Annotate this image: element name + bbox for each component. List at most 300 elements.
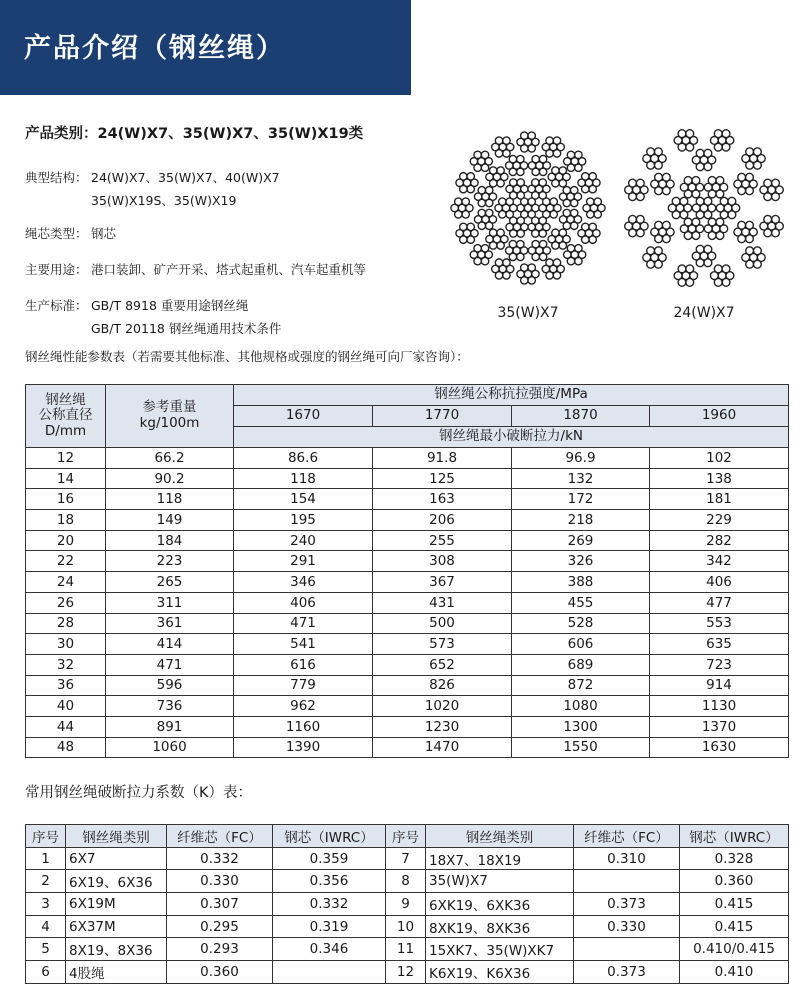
strand-wire (571, 222, 578, 229)
core-type-label: 绳芯类型： (25, 226, 88, 241)
strand-wire (655, 247, 663, 255)
index-cell: 2 (26, 870, 66, 893)
rope-type-cell: 6XK19、6XK36 (426, 893, 574, 916)
breaking-force-cell: 367 (373, 572, 512, 593)
strand-wire (692, 218, 700, 226)
iwrc-cell: 0.356 (273, 870, 386, 893)
strand-wire (582, 223, 589, 230)
strand-wire (486, 187, 493, 194)
strand-wire (559, 229, 566, 236)
breaking-force-cell: 86.6 (234, 448, 373, 469)
strand-wire (589, 185, 596, 192)
standard-value-2: GB/T 20118 钢丝绳通用技术条件 (91, 321, 282, 336)
table-row (26, 961, 789, 984)
strand-wire (589, 236, 596, 243)
strand-wire (746, 247, 754, 255)
strand-wire (772, 179, 780, 187)
strand-wire (754, 247, 762, 255)
strand-wire (552, 167, 559, 174)
strand-wire (662, 187, 670, 195)
title-banner (0, 0, 411, 95)
strand-wire (582, 173, 589, 180)
breaking-force-cell: 914 (650, 675, 789, 696)
k-table-header: 钢丝绳类别 (426, 825, 574, 848)
breaking-force-cell: 308 (373, 551, 512, 572)
iwrc-cell: 0.328 (680, 847, 789, 870)
strand-wire (563, 187, 570, 194)
strand-wire (532, 217, 539, 224)
strand-wire (455, 198, 462, 205)
diameter-cell: 36 (26, 675, 106, 696)
strand-wire (517, 230, 524, 237)
diameter-cell: 26 (26, 592, 106, 613)
strand-wire (629, 179, 637, 187)
strand-wire (528, 145, 535, 152)
rope-cross-section-35wx7-icon (444, 124, 612, 292)
strand-wire (716, 190, 724, 198)
table-row (26, 551, 789, 572)
breaking-force-cell: 195 (234, 510, 373, 531)
breaking-force-cell: 206 (373, 510, 512, 531)
iwrc-cell: 0.359 (273, 847, 386, 870)
standard-row (25, 296, 248, 314)
strand-wire (553, 272, 560, 279)
strand-wire (571, 199, 578, 206)
diagram-caption-35wx7: 35(W)X7 (497, 305, 559, 321)
grade-header: 1670 (234, 406, 373, 427)
breaking-force-cell: 406 (650, 572, 789, 593)
strand-wire (509, 155, 516, 162)
standard-label: 生产标准： (25, 298, 88, 313)
main-usage-label: 主要用途： (25, 262, 88, 277)
breaking-force-cell: 477 (650, 592, 789, 613)
strand-wire (680, 197, 688, 205)
strand-wire (550, 211, 557, 218)
weight-cell: 265 (106, 572, 234, 593)
weight-cell: 414 (106, 634, 234, 655)
weight-cell: 66.2 (106, 448, 234, 469)
k-table-header: 钢芯（IWRC） (273, 825, 386, 848)
fc-cell: 0.373 (574, 961, 680, 984)
strand-wire (510, 179, 517, 186)
strand-wire (714, 265, 722, 273)
table-row (26, 737, 789, 758)
breaking-force-cell: 346 (234, 572, 373, 593)
strand-wire (497, 180, 504, 187)
breaking-force-cell: 606 (512, 634, 650, 655)
strand-wire (704, 163, 712, 171)
index-cell: 10 (386, 915, 426, 938)
table-row (26, 572, 789, 593)
k-coefficient-table (25, 824, 789, 984)
table-row (26, 696, 789, 717)
strand-wire (462, 198, 469, 205)
weight-cell: 149 (106, 510, 234, 531)
strand-wire (559, 180, 566, 187)
k-table-header: 钢丝绳类别 (66, 825, 167, 848)
k-table-header: 纤维芯（FC） (574, 825, 680, 848)
strand-wire (467, 236, 474, 243)
breaking-force-cell: 172 (512, 489, 650, 510)
strand-wire (587, 198, 594, 205)
strand-wire (655, 260, 663, 268)
strand-wire (704, 245, 712, 253)
fc-cell: 0.295 (167, 915, 273, 938)
fc-cell (574, 938, 680, 961)
strand-wire (594, 211, 601, 218)
strand-wire (517, 192, 524, 199)
breaking-force-cell: 500 (373, 613, 512, 634)
iwrc-cell (273, 961, 386, 984)
diameter-cell: 44 (26, 716, 106, 737)
strand-wire (517, 155, 524, 162)
strand-wire (539, 240, 546, 247)
index-cell: 9 (386, 893, 426, 916)
table-row (26, 675, 789, 696)
strand-wire (772, 229, 780, 237)
strand-wire (460, 173, 467, 180)
strand-wire (672, 197, 680, 205)
strength-header: 钢丝绳公称抗拉强度/MPa (234, 385, 789, 406)
rope-type-cell: K6X19、K6X36 (426, 961, 574, 984)
strand-wire (481, 164, 488, 171)
breaking-force-cell: 1230 (373, 716, 512, 737)
strand-wire (686, 278, 694, 286)
strand-wire (655, 161, 663, 169)
strand-wire (575, 151, 582, 158)
strand-wire (686, 265, 694, 273)
fc-cell: 0.330 (167, 870, 273, 893)
strand-wire (708, 218, 716, 226)
strand-wire (716, 218, 724, 226)
breaking-force-cell: 255 (373, 530, 512, 551)
breaking-force-cell: 1300 (512, 716, 650, 737)
strand-wire (489, 229, 496, 236)
breaking-force-cell: 291 (234, 551, 373, 572)
breaking-force-cell: 181 (650, 489, 789, 510)
strand-wire (497, 167, 504, 174)
strand-wire (692, 232, 700, 240)
breaking-force-cell: 269 (512, 530, 650, 551)
rope-type-cell: 6X19M (66, 893, 167, 916)
strand-wire (497, 242, 504, 249)
rope-type-cell: 4股绳 (66, 961, 167, 984)
rope-type-cell: 15XK7、35(W)XK7 (426, 938, 574, 961)
strand-wire (499, 198, 506, 205)
strand-wire (692, 177, 700, 185)
table-row (26, 716, 789, 737)
strand-wire (532, 240, 539, 247)
strand-wire (517, 253, 524, 260)
index-cell: 4 (26, 915, 66, 938)
strand-wire (495, 259, 502, 266)
strand-wire (704, 197, 712, 205)
strand-wire (553, 259, 560, 266)
strand-wire (563, 209, 570, 216)
iwrc-cell: 0.410 (680, 961, 789, 984)
strand-wire (746, 221, 754, 229)
strand-wire (539, 192, 546, 199)
strand-wire (481, 151, 488, 158)
strand-wire (738, 173, 746, 181)
strand-wire (532, 155, 539, 162)
strand-wire (662, 235, 670, 243)
strand-wire (481, 257, 488, 264)
iwrc-cell: 0.319 (273, 915, 386, 938)
index-cell: 1 (26, 847, 66, 870)
strand-wire (552, 229, 559, 236)
table-row (26, 613, 789, 634)
strand-wire (716, 232, 724, 240)
table-row (26, 870, 789, 893)
strand-wire (714, 130, 722, 138)
strand-wire (647, 247, 655, 255)
table-row (26, 510, 789, 531)
core-type-row (25, 224, 116, 242)
index-cell: 7 (386, 847, 426, 870)
iwrc-cell: 0.415 (680, 915, 789, 938)
strand-wire (467, 173, 474, 180)
typical-structure-value-1: 24(W)X7、35(W)X7、40(W)X7 (91, 170, 280, 185)
diameter-cell: 32 (26, 654, 106, 675)
breaking-force-cell: 553 (650, 613, 789, 634)
core-type-value: 钢芯 (91, 226, 117, 241)
strand-wire (539, 179, 546, 186)
breaking-force-cell: 406 (234, 592, 373, 613)
breaking-force-cell: 1080 (512, 696, 650, 717)
strand-wire (546, 259, 553, 266)
strand-wire (553, 150, 560, 157)
strand-wire (636, 215, 644, 223)
weight-cell: 736 (106, 696, 234, 717)
strand-wire (746, 187, 754, 195)
table-row (26, 530, 789, 551)
strand-wire (503, 137, 510, 144)
fc-cell: 0.293 (167, 938, 273, 961)
table-row (26, 448, 789, 469)
strand-wire (684, 218, 692, 226)
diameter-cell: 24 (26, 572, 106, 593)
fc-cell: 0.307 (167, 893, 273, 916)
grade-header: 1770 (373, 406, 512, 427)
table-row (26, 654, 789, 675)
strand-wire (553, 137, 560, 144)
strand-wire (636, 229, 644, 237)
iwrc-cell: 0.360 (680, 870, 789, 893)
diameter-cell: 40 (26, 696, 106, 717)
weight-header: 参考重量 kg/100m (106, 385, 234, 448)
breaking-force-header: 钢丝绳最小破断拉力/kN (234, 427, 789, 448)
strand-wire (528, 277, 535, 284)
strand-wire (486, 222, 493, 229)
strand-wire (696, 245, 704, 253)
k-table-header: 序号 (26, 825, 66, 848)
strand-wire (546, 137, 553, 144)
strand-wire (684, 177, 692, 185)
page-title: 产品介绍（钢丝绳） (24, 33, 285, 64)
index-cell: 6 (26, 961, 66, 984)
breaking-force-cell: 282 (650, 530, 789, 551)
strand-wire (489, 167, 496, 174)
strand-wire (571, 187, 578, 194)
breaking-force-cell: 96.9 (512, 448, 650, 469)
index-cell: 5 (26, 938, 66, 961)
strand-wire (517, 217, 524, 224)
breaking-force-cell: 528 (512, 613, 650, 634)
strand-wire (746, 173, 754, 181)
breaking-force-cell: 962 (234, 696, 373, 717)
strand-wire (503, 272, 510, 279)
weight-cell: 891 (106, 716, 234, 737)
strand-wire (589, 173, 596, 180)
strand-wire (517, 179, 524, 186)
breaking-force-cell: 125 (373, 468, 512, 489)
strand-wire (462, 211, 469, 218)
weight-cell: 596 (106, 675, 234, 696)
fc-cell: 0.330 (574, 915, 680, 938)
breaking-force-cell: 1470 (373, 737, 512, 758)
strand-wire (517, 240, 524, 247)
strand-wire (636, 179, 644, 187)
strand-wire (655, 173, 663, 181)
breaking-force-cell: 342 (650, 551, 789, 572)
breaking-force-cell: 652 (373, 654, 512, 675)
strand-wire (655, 221, 663, 229)
index-cell: 3 (26, 893, 66, 916)
strand-wire (772, 215, 780, 223)
fc-cell: 0.373 (574, 893, 680, 916)
breaking-force-cell: 91.8 (373, 448, 512, 469)
strand-wire (722, 278, 730, 286)
diameter-cell: 16 (26, 489, 106, 510)
strand-wire (503, 259, 510, 266)
fc-cell: 0.360 (167, 961, 273, 984)
table-row (26, 592, 789, 613)
strand-wire (539, 168, 546, 175)
strand-wire (678, 130, 686, 138)
strand-wire (474, 151, 481, 158)
typical-structure-row (25, 168, 280, 186)
typical-structure-label: 典型结构： (25, 170, 88, 185)
k-table-header: 纤维芯（FC） (167, 825, 273, 848)
strand-wire (738, 221, 746, 229)
weight-cell: 90.2 (106, 468, 234, 489)
strand-wire (754, 260, 762, 268)
breaking-force-cell: 138 (650, 468, 789, 489)
breaking-force-cell: 1020 (373, 696, 512, 717)
breaking-force-cell: 240 (234, 530, 373, 551)
table-row (26, 893, 789, 916)
strand-wire (478, 187, 485, 194)
rope-type-cell: 8X19、8X36 (66, 938, 167, 961)
strand-wire (506, 211, 513, 218)
breaking-force-cell: 689 (512, 654, 650, 675)
breaking-force-cell: 1130 (650, 696, 789, 717)
strand-wire (528, 264, 535, 271)
breaking-force-cell: 541 (234, 634, 373, 655)
strand-wire (680, 211, 688, 219)
weight-cell: 223 (106, 551, 234, 572)
breaking-force-cell: 229 (650, 510, 789, 531)
strand-wire (559, 167, 566, 174)
strand-wire (503, 150, 510, 157)
strand-wire (539, 217, 546, 224)
breaking-force-cell: 218 (512, 510, 650, 531)
strand-wire (539, 253, 546, 260)
strand-wire (575, 257, 582, 264)
strand-wire (662, 221, 670, 229)
strand-wire (728, 211, 736, 219)
diameter-cell: 48 (26, 737, 106, 758)
strand-wire (575, 245, 582, 252)
diagram-caption-24wx7: 24(W)X7 (673, 305, 735, 321)
main-usage-value: 港口装卸、矿产开采、塔式起重机、汽车起重机等 (91, 262, 367, 277)
grade-header: 1960 (650, 406, 789, 427)
breaking-force-cell: 779 (234, 675, 373, 696)
strand-wire (636, 193, 644, 201)
iwrc-cell: 0.410/0.415 (680, 938, 789, 961)
strand-wire (539, 155, 546, 162)
strand-wire (467, 223, 474, 230)
weight-cell: 1060 (106, 737, 234, 758)
strand-wire (716, 177, 724, 185)
strand-wire (486, 199, 493, 206)
rope-type-cell: 6X37M (66, 915, 167, 938)
weight-cell: 471 (106, 654, 234, 675)
breaking-force-cell: 1160 (234, 716, 373, 737)
breaking-force-cell: 163 (373, 489, 512, 510)
strand-wire (567, 245, 574, 252)
strand-wire (481, 245, 488, 252)
rope-type-cell: 6X7 (66, 847, 167, 870)
strand-wire (696, 149, 704, 157)
typical-structure-value-2: 35(W)X19S、35(W)X19 (91, 193, 237, 208)
strand-wire (497, 229, 504, 236)
params-note: 钢丝绳性能参数表（若需要其他标准、其他规格或强度的钢丝绳可向厂家咨询）： (25, 349, 469, 364)
strand-wire (662, 173, 670, 181)
strand-wire (686, 143, 694, 151)
strand-wire (528, 132, 535, 139)
strand-wire (629, 215, 637, 223)
standard-value-1: GB/T 8918 重要用途钢丝绳 (91, 298, 249, 313)
rope-cross-section-24wx7-icon (620, 124, 788, 292)
strand-wire (509, 240, 516, 247)
main-usage-row (25, 260, 366, 278)
table-row (26, 634, 789, 655)
strand-wire (704, 149, 712, 157)
strand-wire (594, 198, 601, 205)
breaking-force-cell: 872 (512, 675, 650, 696)
table-row (26, 938, 789, 961)
rope-type-cell: 8XK19、8XK36 (426, 915, 574, 938)
breaking-force-cell: 154 (234, 489, 373, 510)
breaking-force-cell: 431 (373, 592, 512, 613)
strand-wire (728, 197, 736, 205)
table-row (26, 847, 789, 870)
rope-type-cell: 6X19、6X36 (66, 870, 167, 893)
diameter-header: 钢丝绳 公称直径 D/mm (26, 385, 106, 448)
breaking-force-cell: 616 (234, 654, 373, 675)
strand-wire (692, 190, 700, 198)
breaking-force-cell: 1370 (650, 716, 789, 737)
strand-wire (467, 185, 474, 192)
diameter-cell: 20 (26, 530, 106, 551)
strand-wire (478, 209, 485, 216)
strand-wire (722, 265, 730, 273)
strand-wire (495, 137, 502, 144)
strand-wire (655, 148, 663, 156)
iwrc-cell: 0.346 (273, 938, 386, 961)
